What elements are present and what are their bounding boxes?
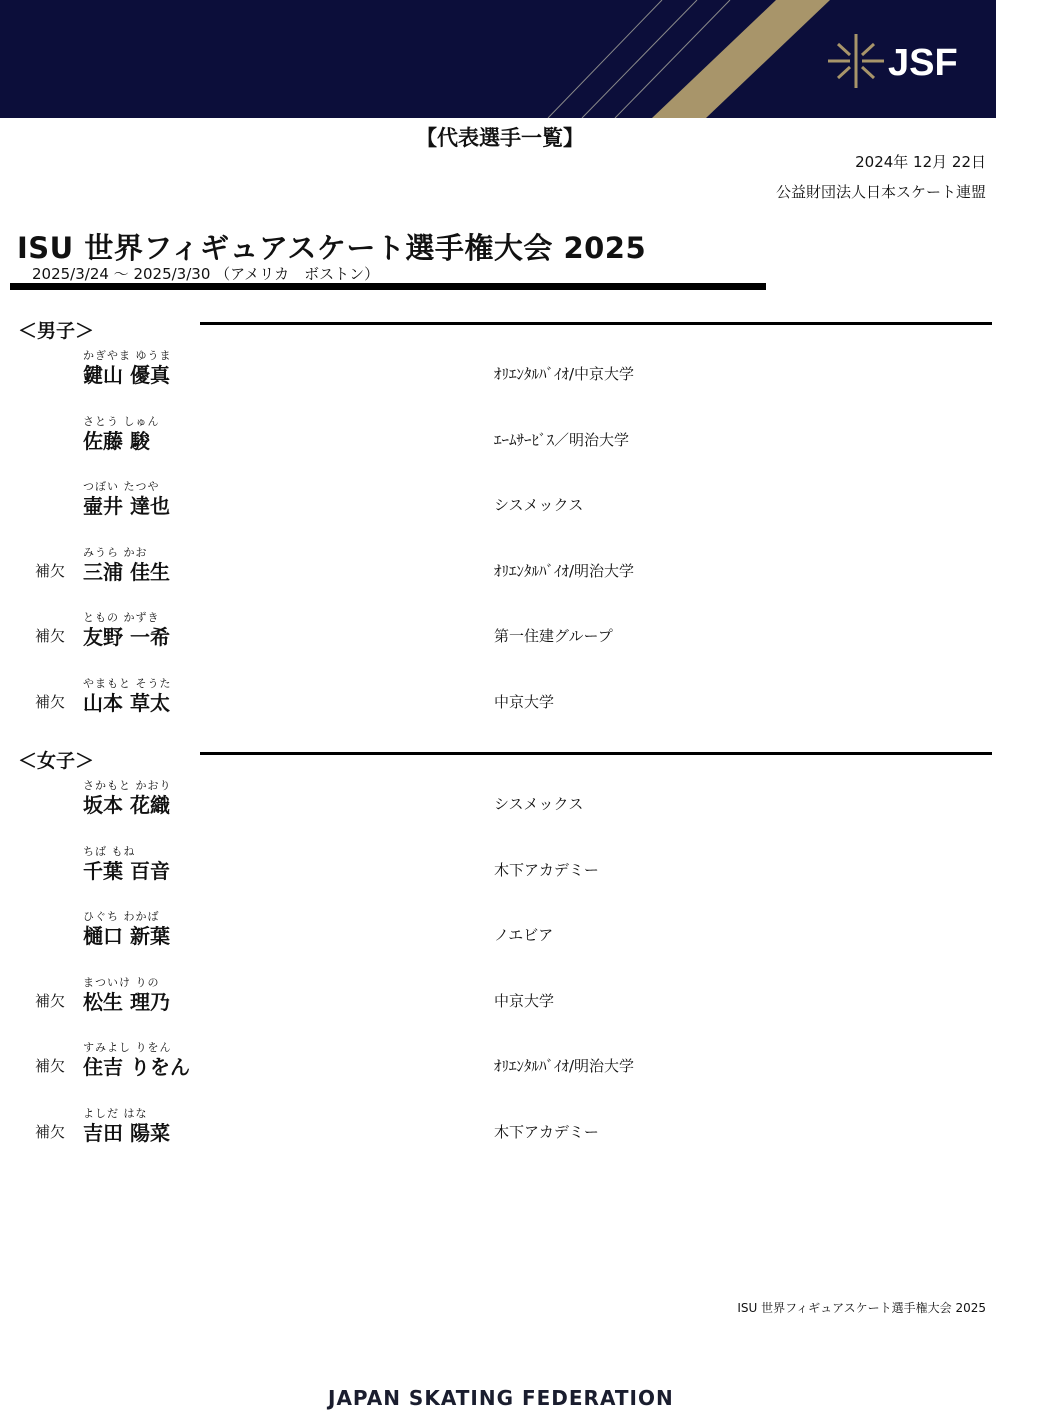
section-divider	[200, 322, 992, 325]
issuing-organization: 公益財団法人日本スケート連盟	[775, 183, 986, 201]
athlete-row	[0, 347, 1000, 407]
athlete-name: 友野 一希	[83, 625, 170, 650]
name-furigana: やまもと そうた	[83, 677, 172, 690]
athlete-row	[0, 1039, 1000, 1099]
athlete-row	[0, 478, 1000, 538]
athlete-affiliation: ノエビア	[494, 926, 554, 945]
athlete-affiliation: 第一住建グループ	[494, 627, 613, 646]
athlete-row	[0, 777, 1000, 837]
athlete-row	[0, 1105, 1000, 1165]
athlete-name: 山本 草太	[83, 691, 170, 715]
athlete-name: 吉田 陽菜	[83, 1121, 170, 1145]
issue-date: 2024年 12月 22日	[855, 153, 986, 171]
athlete-name: 鍵山 優真	[83, 363, 170, 387]
name-furigana: まついけ りの	[83, 975, 160, 989]
alternate-label: 補欠	[35, 1057, 66, 1076]
event-dates-location: 2025/3/24 ～ 2025/3/30 （アメリカ ボストン）	[32, 265, 380, 283]
athlete-row	[0, 675, 1000, 735]
name-furigana: かぎやま ゆうま	[83, 349, 172, 362]
alternate-label: 補欠	[35, 693, 66, 711]
name-furigana: ちば もね	[83, 844, 136, 858]
section-divider	[200, 752, 992, 755]
athlete-affiliation: 木下アカデミー	[494, 860, 599, 879]
athlete-name: 坂本 花織	[83, 793, 170, 817]
athlete-row	[0, 413, 1000, 473]
athlete-row	[0, 908, 1000, 968]
athlete-affiliation: シスメックス	[494, 496, 584, 515]
name-furigana: ともの かずき	[83, 611, 160, 625]
alternate-label: 補欠	[35, 627, 66, 646]
athlete-affiliation: ｵﾘｴﾝﾀﾙﾊﾞｲｵ/明治大学	[494, 1057, 635, 1076]
footer-event-title: ISU 世界フィギュアスケート選手権大会 2025	[737, 1301, 986, 1315]
svg-text:JSF: JSF	[888, 42, 958, 84]
name-furigana: さとう しゅん	[83, 414, 160, 428]
athlete-name: 住吉 りをん	[83, 1055, 190, 1080]
header-banner	[0, 0, 996, 118]
athlete-name: 壷井 達也	[83, 494, 170, 519]
name-furigana: みうら かお	[83, 545, 148, 559]
athlete-name: 松生 理乃	[83, 989, 170, 1014]
athlete-name: 佐藤 駿	[83, 428, 150, 453]
section-label: ＜男子＞	[18, 320, 95, 342]
athlete-name: 樋口 新葉	[83, 924, 170, 949]
event-title: ISU 世界フィギュアスケート選手権大会 2025	[17, 231, 647, 265]
athlete-affiliation: シスメックス	[494, 795, 584, 813]
name-furigana: つぼい たつや	[83, 480, 160, 494]
alternate-label: 補欠	[35, 561, 66, 580]
athlete-affiliation: ｵﾘｴﾝﾀﾙﾊﾞｲｵ/明治大学	[494, 561, 635, 580]
name-furigana: よしだ はな	[83, 1107, 148, 1120]
footer-organization: JAPAN SKATING FEDERATION	[328, 1386, 674, 1410]
name-furigana: すみよし りをん	[83, 1041, 172, 1055]
athlete-affiliation: 木下アカデミー	[494, 1123, 599, 1141]
athlete-affiliation: 中京大学	[494, 991, 555, 1010]
athlete-row	[0, 974, 1000, 1034]
athlete-row	[0, 843, 1000, 903]
section-label: ＜女子＞	[18, 750, 95, 772]
name-furigana: ひぐち わかば	[83, 910, 160, 924]
athlete-row	[0, 609, 1000, 669]
name-furigana: さかもと かおり	[83, 779, 172, 792]
athlete-row	[0, 544, 1000, 604]
athlete-name: 千葉 百音	[83, 858, 170, 883]
document-title: 【代表選手一覧】	[416, 126, 584, 150]
athlete-name: 三浦 佳生	[83, 559, 170, 584]
athlete-affiliation: ｵﾘｴﾝﾀﾙﾊﾞｲｵ/中京大学	[494, 365, 635, 383]
title-divider	[10, 283, 766, 290]
alternate-label: 補欠	[35, 1123, 66, 1141]
alternate-label: 補欠	[35, 991, 66, 1010]
athlete-affiliation: ｴｰﾑｻｰﾋﾞｽ／明治大学	[494, 430, 630, 449]
athlete-affiliation: 中京大学	[494, 693, 555, 711]
